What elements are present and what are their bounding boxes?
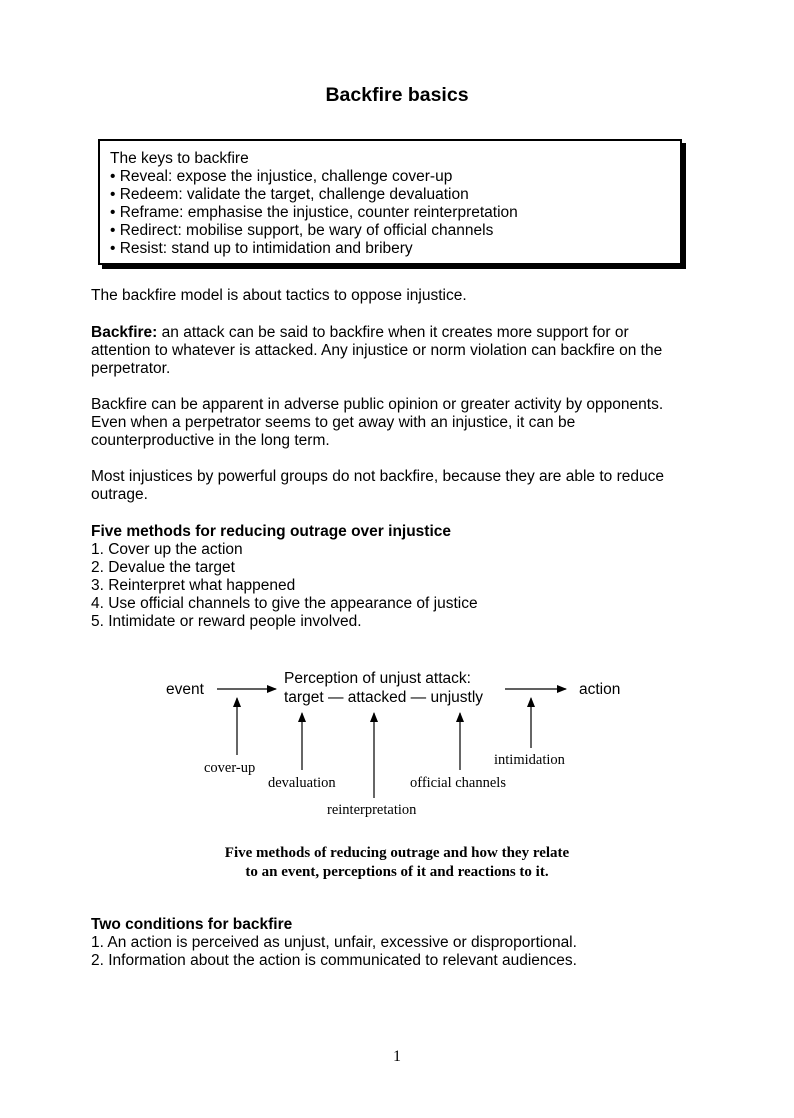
diagram-coverup-label: cover-up [204, 760, 256, 776]
page-number: 1 [393, 1048, 401, 1065]
paragraph-line: Even when a perpetrator seems to get away with an injustice, it can be [91, 414, 576, 431]
perception-line: target — attacked — unjustly [284, 689, 484, 706]
keys-heading: The keys to backfire [110, 150, 249, 167]
definition-text: an attack can be said to backfire when it creates more support for or [157, 324, 629, 341]
intro-paragraph: The backfire model is about tactics to oppose injustice. [91, 287, 467, 304]
paragraph-line: counterproductive in the long term. [91, 432, 330, 449]
caption-line: to an event, perceptions of it and reactions to it. [245, 864, 549, 880]
diagram-intimidation-label: intimidation [494, 752, 565, 768]
definition-text: perpetrator. [91, 360, 171, 377]
keys-item: • Redeem: validate the target, challenge devaluation [110, 186, 469, 203]
conditions-section [91, 916, 711, 970]
diagram-event-label: event [166, 681, 204, 698]
diagram-perception-label [284, 669, 483, 707]
perception-line: Perception of unjust attack: [284, 670, 471, 687]
conditions-item: 1. An action is perceived as unjust, unfair, excessive or disproportional. [91, 934, 577, 951]
paragraph-line: outrage. [91, 486, 148, 503]
diagram-devaluation-label: devaluation [268, 775, 336, 791]
methods-item: 2. Devalue the target [91, 559, 235, 576]
conditions-heading: Two conditions for backfire [91, 916, 293, 933]
keys-item: • Resist: stand up to intimidation and bribery [110, 240, 413, 257]
methods-item: 4. Use official channels to give the appearance of justice [91, 595, 478, 612]
keys-item: • Redirect: mobilise support, be wary of official channels [110, 222, 494, 239]
page-title: Backfire basics [325, 84, 469, 106]
paragraph-line: Most injustices by powerful groups do not backfire, because they are able to reduce [91, 468, 664, 485]
methods-item: 1. Cover up the action [91, 541, 243, 558]
definition-text: attention to whatever is attacked. Any injustice or norm violation can backfire on the [91, 342, 663, 359]
definition-term: Backfire: [91, 324, 158, 341]
conditions-item: 2. Information about the action is communicated to relevant audiences. [91, 952, 577, 969]
diagram-caption [0, 844, 794, 882]
diagram-official-channels-label: official channels [410, 775, 506, 791]
methods-item: 3. Reinterpret what happened [91, 577, 296, 594]
paragraph-line: Backfire can be apparent in adverse public opinion or greater activity by opponents. [91, 396, 664, 413]
methods-item: 5. Intimidate or reward people involved. [91, 613, 362, 630]
keys-item: • Reveal: expose the injustice, challenge cover-up [110, 168, 453, 185]
methods-heading: Five methods for reducing outrage over injustice [91, 523, 452, 540]
diagram-action-label: action [579, 681, 621, 698]
keys-item: • Reframe: emphasise the injustice, counter reinterpretation [110, 204, 518, 221]
diagram-reinterpretation-label: reinterpretation [327, 802, 417, 818]
caption-line: Five methods of reducing outrage and how they relate [224, 845, 570, 861]
